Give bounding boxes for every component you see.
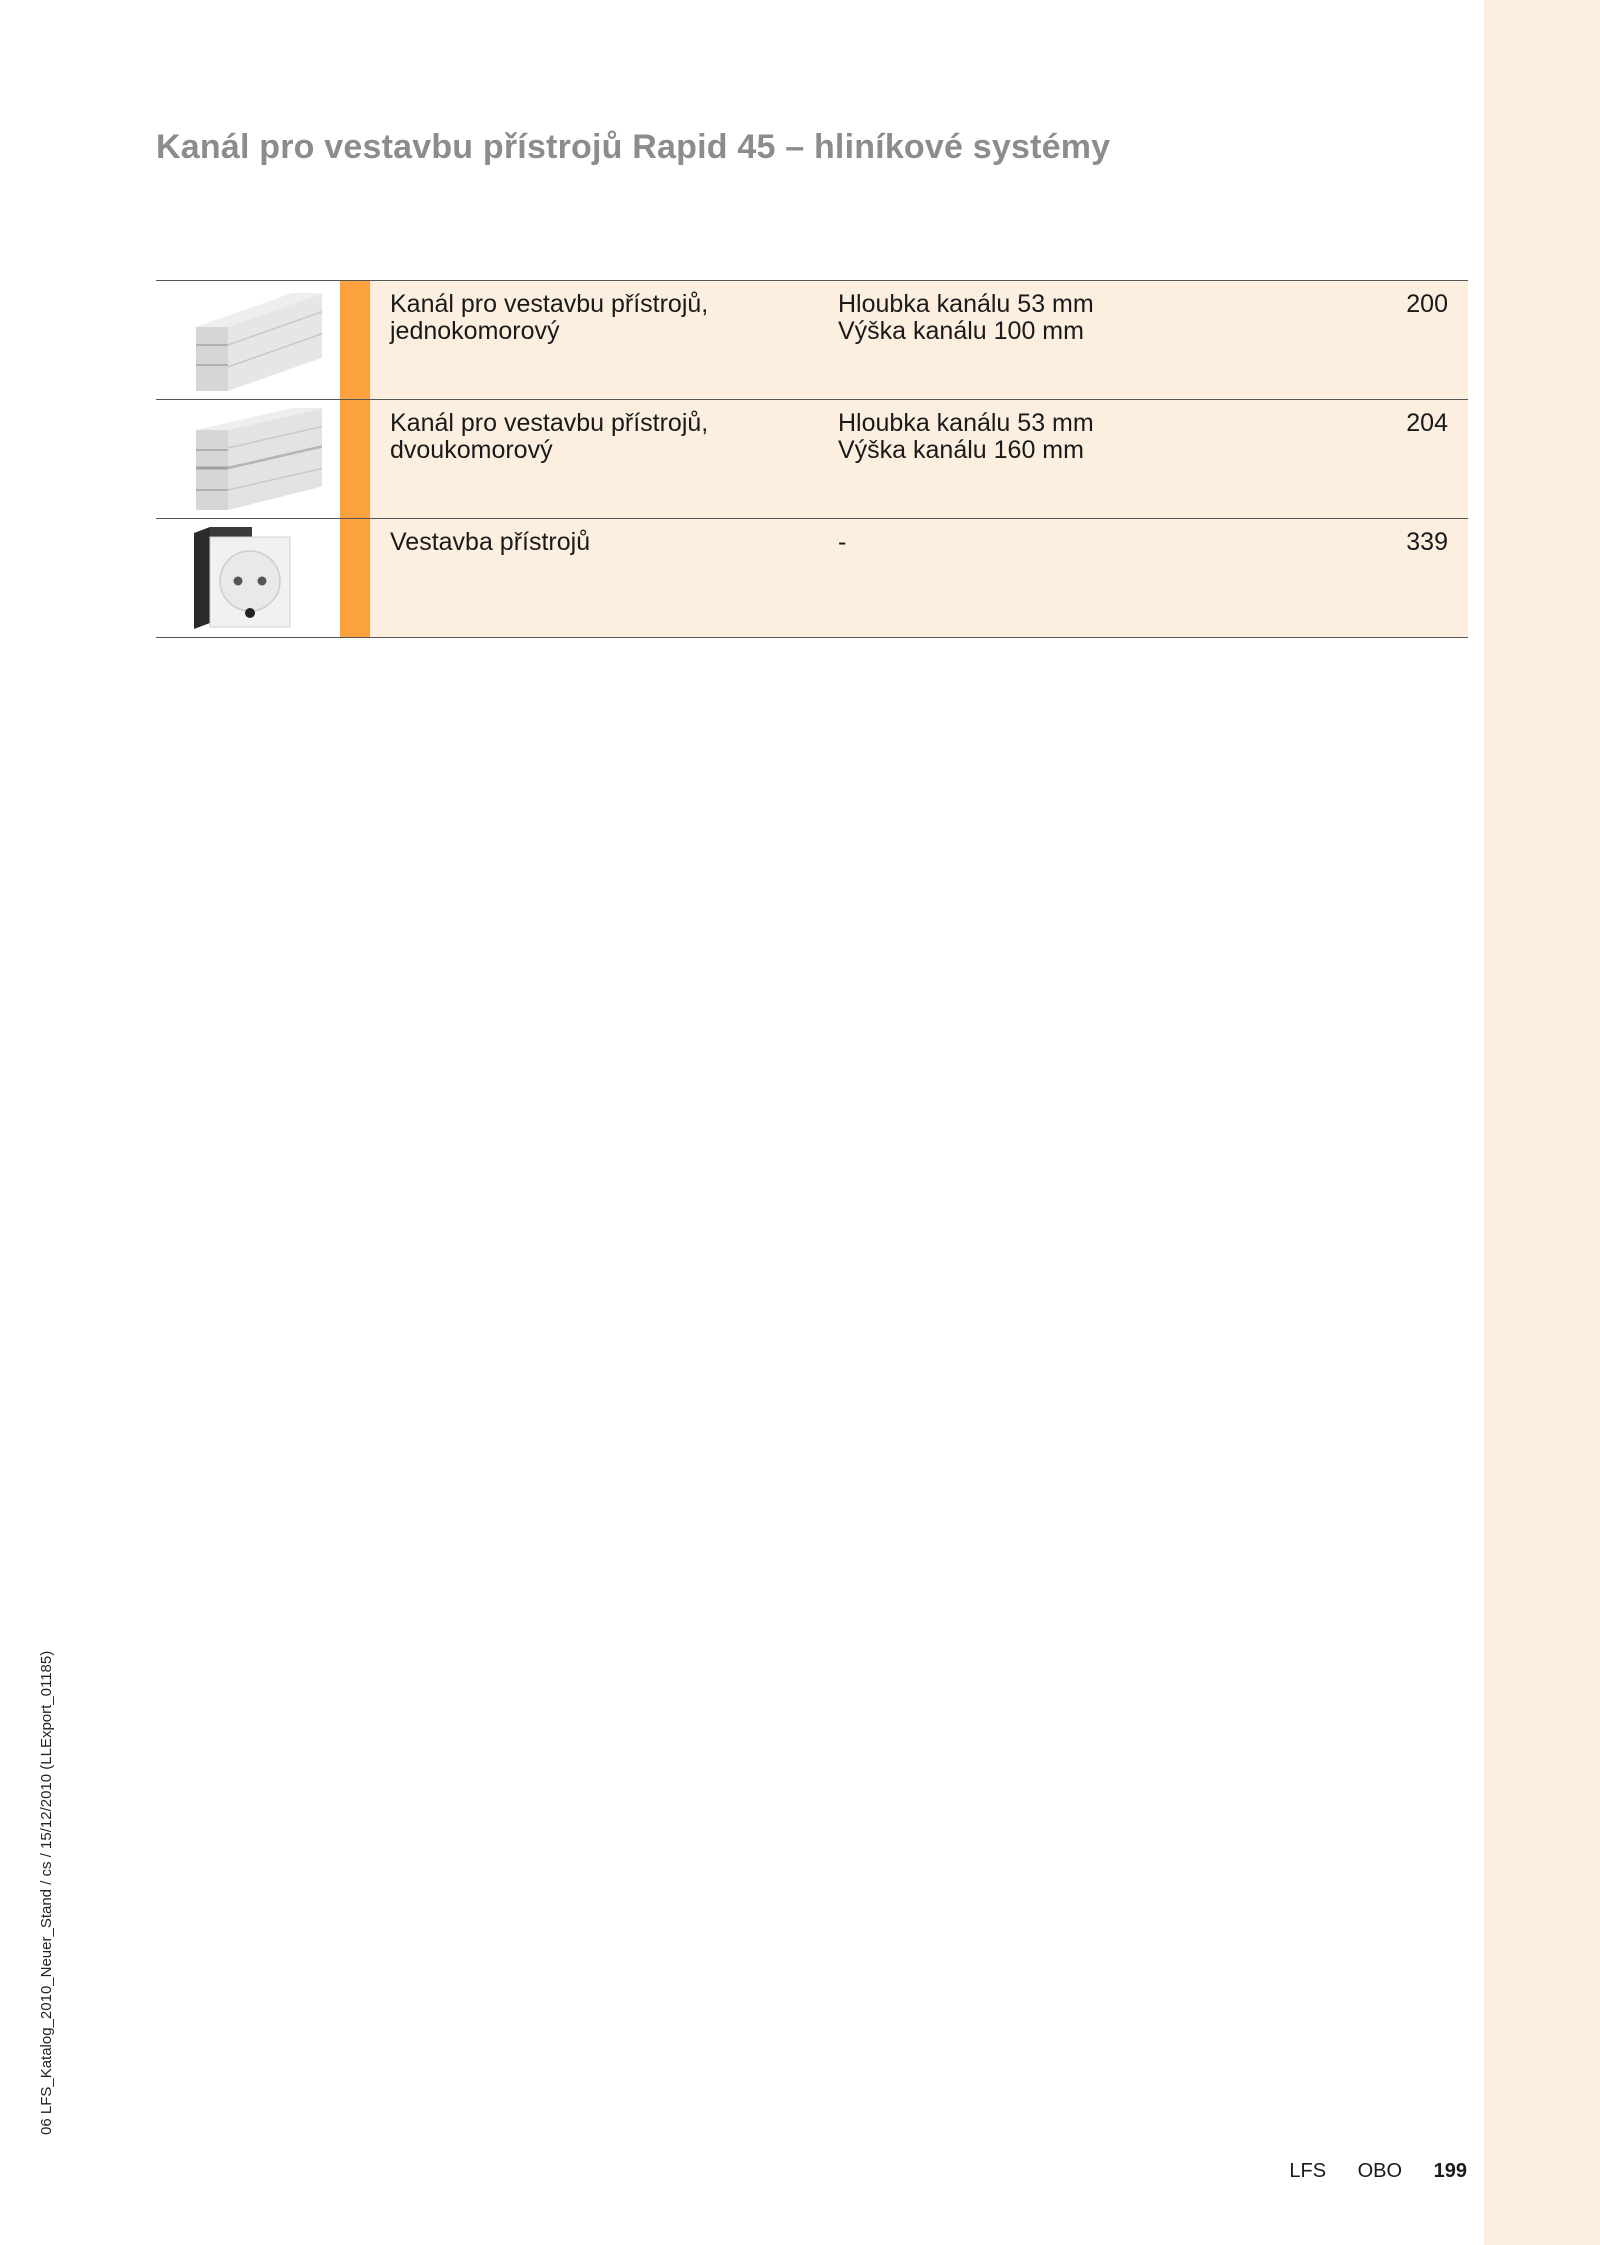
- page-title: Kanál pro vestavbu přístrojů Rapid 45 – hliníkové systémy: [156, 128, 1111, 166]
- page-reference[interactable]: 200: [1406, 290, 1448, 318]
- row-panel: [370, 519, 1468, 637]
- accent-bar: [340, 519, 370, 637]
- page-number: 199: [1433, 2160, 1467, 2182]
- page-reference[interactable]: 204: [1406, 409, 1448, 437]
- footer-brand-lfs: LFS: [1289, 2160, 1327, 2182]
- product-name: Vestavba přístrojů: [390, 528, 591, 556]
- row-panel: [370, 281, 1468, 399]
- accent-bar: [340, 400, 370, 518]
- footer: [1263, 2160, 1467, 2183]
- product-spec: Hloubka kanálu 53 mm Výška kanálu 100 mm: [838, 290, 1094, 345]
- table-row: [156, 519, 1468, 638]
- single-chamber-channel-icon: [192, 287, 322, 391]
- product-name: Kanál pro vestavbu přístrojů, dvoukomorový: [390, 409, 709, 464]
- table-row: [156, 400, 1468, 519]
- product-spec: Hloubka kanálu 53 mm Výška kanálu 160 mm: [838, 409, 1094, 464]
- double-chamber-channel-icon: [192, 406, 322, 510]
- table-row: [156, 281, 1468, 400]
- product-table: [156, 280, 1468, 638]
- product-thumbnail: [156, 519, 340, 637]
- side-tab-strip: [1484, 0, 1600, 2245]
- product-name: Kanál pro vestavbu přístrojů, jednokomorový: [390, 290, 709, 345]
- product-thumbnail: [156, 281, 340, 399]
- accent-bar: [340, 281, 370, 399]
- product-spec: -: [838, 528, 847, 556]
- socket-device-icon: [192, 525, 322, 629]
- footer-brand-obo: OBO: [1357, 2160, 1403, 2182]
- row-panel: [370, 400, 1468, 518]
- page-reference[interactable]: 339: [1406, 528, 1448, 556]
- side-note: 06 LFS_Katalog_2010_Neuer_Stand / cs / 15/12/2010 (LLExport_01185): [38, 1650, 55, 2135]
- product-thumbnail: [156, 400, 340, 518]
